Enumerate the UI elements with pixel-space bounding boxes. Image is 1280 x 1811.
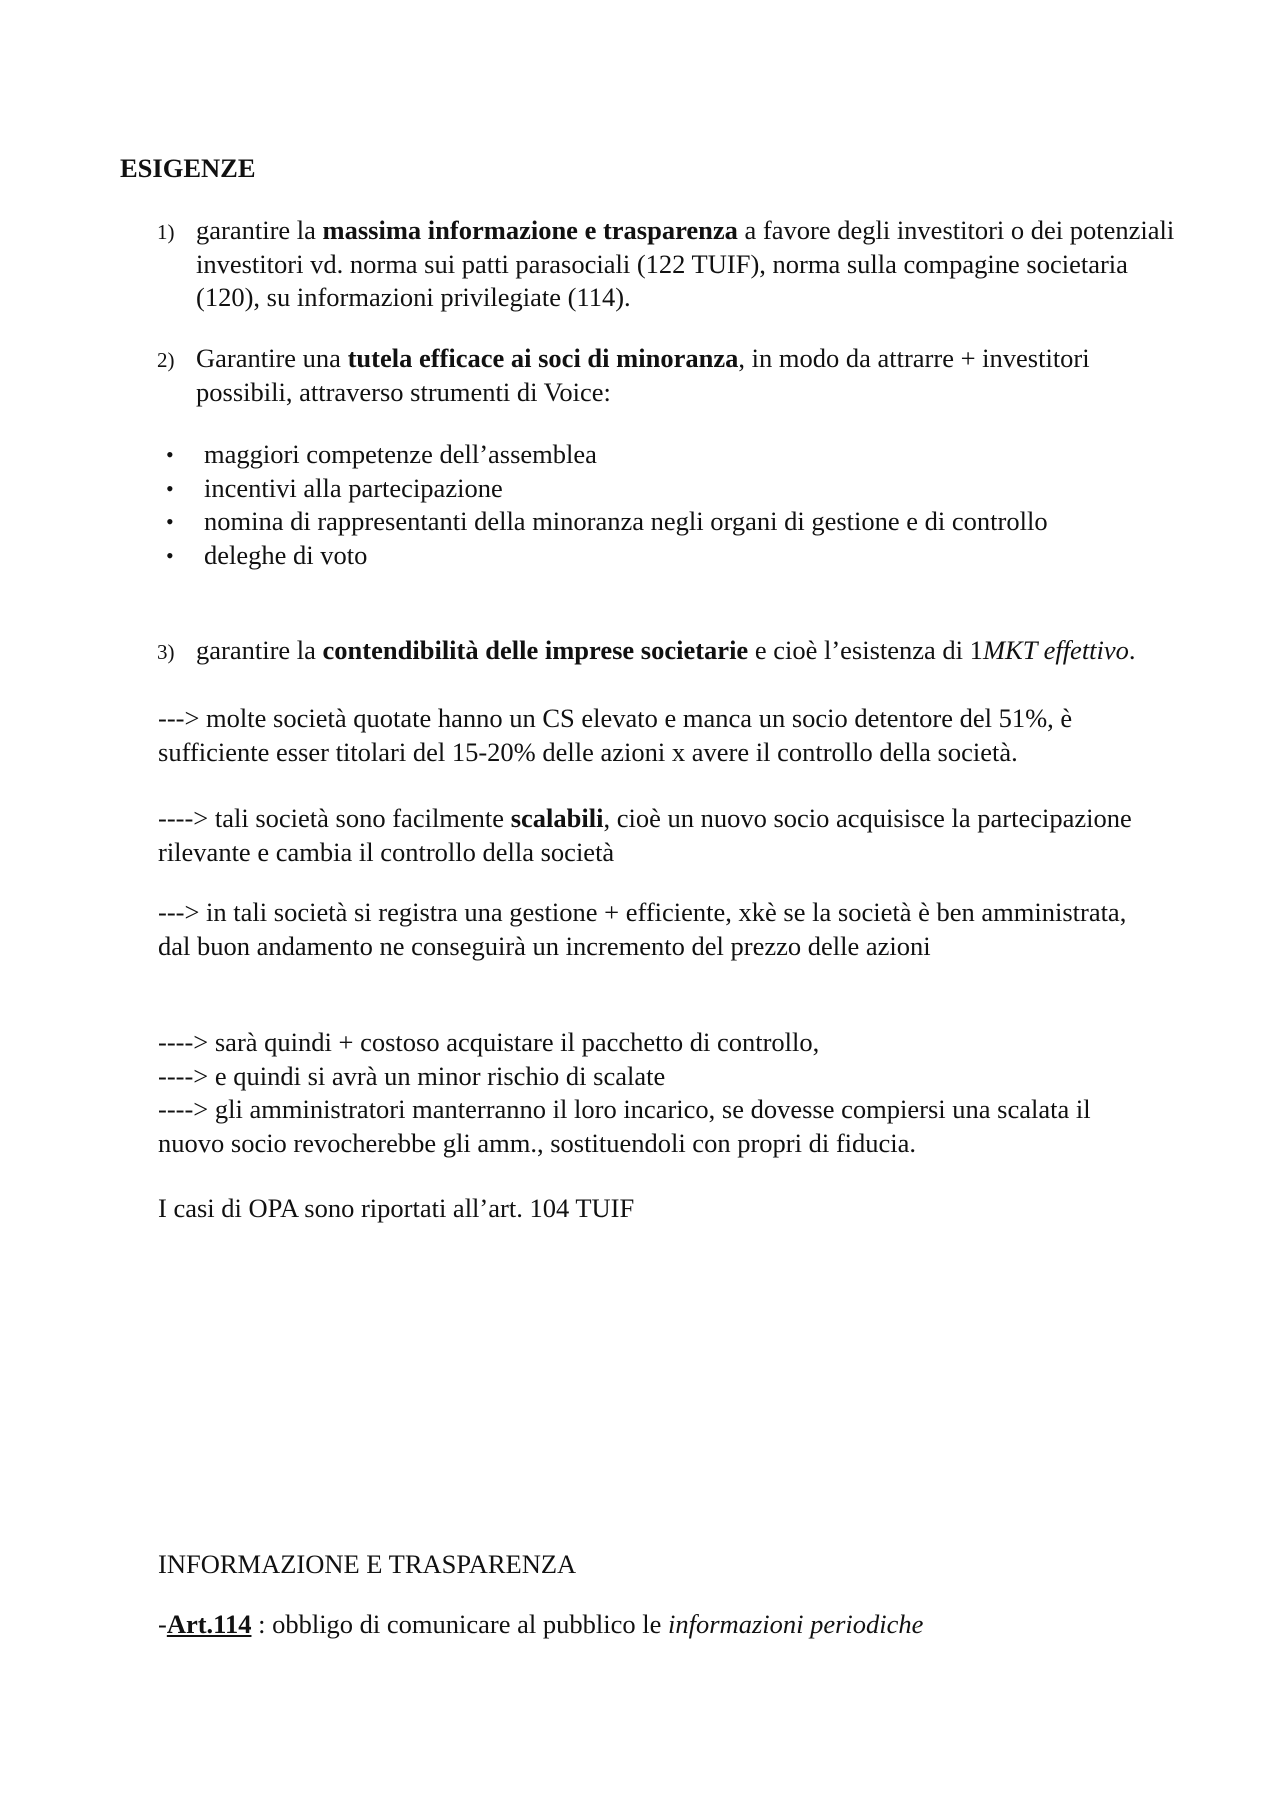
item-number: 3) xyxy=(157,640,175,664)
list-item-2: 2) Garantire una tutela efficace ai soci di minoranza, in modo da attrarre + investitori possibili, attraverso strumenti di Voice: xyxy=(157,343,1090,407)
bullet-list xyxy=(166,438,1134,572)
bullet-icon: • xyxy=(166,542,174,568)
bullet-icon: • xyxy=(166,509,174,534)
bold-text: scalabili xyxy=(510,803,604,833)
bold-text: contendibilità delle imprese societarie xyxy=(322,635,749,665)
article-label: Art.114 xyxy=(166,1609,252,1639)
article-line: -Art.114 : obbligo di comunicare al pubblico le informazioni periodiche xyxy=(158,1609,924,1639)
item-number: 1) xyxy=(157,220,175,244)
italic-text: MKT effettivo xyxy=(982,635,1129,665)
paragraph-scalabili: ----> tali società sono facilmente scalabili, cioè un nuovo socio acquisisce la partecipazione rilevante e cambia il controllo della società xyxy=(158,803,1132,867)
bold-text: tutela efficace ai soci di minoranza xyxy=(347,343,739,373)
italic-text: informazioni periodiche xyxy=(668,1609,924,1639)
list-item: • nomina di rappresentanti della minoranza negli organi di gestione e di controllo xyxy=(204,505,1134,539)
list-item: • deleghe di voto xyxy=(204,539,1134,573)
section-title: INFORMAZIONE E TRASPARENZA xyxy=(158,1549,577,1579)
bullet-icon: • xyxy=(166,475,174,501)
heading-esigenze: ESIGENZE xyxy=(120,153,256,183)
list-item: • maggiori competenze dell’assemblea xyxy=(204,438,1134,472)
paragraph-cs: ---> molte società quotate hanno un CS elevato e manca un socio detentore del 51%, è sufficiente esser titolari del 15-20% delle azioni x avere il controllo della società. xyxy=(158,703,1073,767)
paragraph-opa: I casi di OPA sono riportati all’art. 104 TUIF xyxy=(158,1193,635,1223)
bullet-icon: • xyxy=(166,442,174,467)
bold-text: massima informazione e trasparenza xyxy=(322,215,738,245)
item-number: 2) xyxy=(157,348,175,372)
paragraph-gestione: ---> in tali società si registra una gestione + efficiente, xkè se la società è ben amministrata, dal buon andamento ne conseguirà un incremento del prezzo delle azioni xyxy=(158,897,1127,961)
list-item-3: 3) garantire la contendibilità delle imprese societarie e cioè l’esistenza di 1MKT effettivo. xyxy=(196,634,1176,668)
list-item-1: 1) garantire la massima informazione e trasparenza a favore degli investitori o dei potenziali investitori vd. norma sui patti parasociali (122 TUIF), norma sulla compagine societaria (120), su informazioni privilegiate (114). xyxy=(157,215,1175,312)
paragraph-consequences: ----> sarà quindi + costoso acquistare il pacchetto di controllo, ----> e quindi si avrà un minor rischio di scalate ----> gli amministratori manterranno il loro incarico, se dovesse compiersi una scalata il nuovo socio revocherebbe gli amm., sostituendoli con propri di fiducia. xyxy=(158,1027,1091,1158)
list-item: • incentivi alla partecipazione xyxy=(204,472,1134,506)
